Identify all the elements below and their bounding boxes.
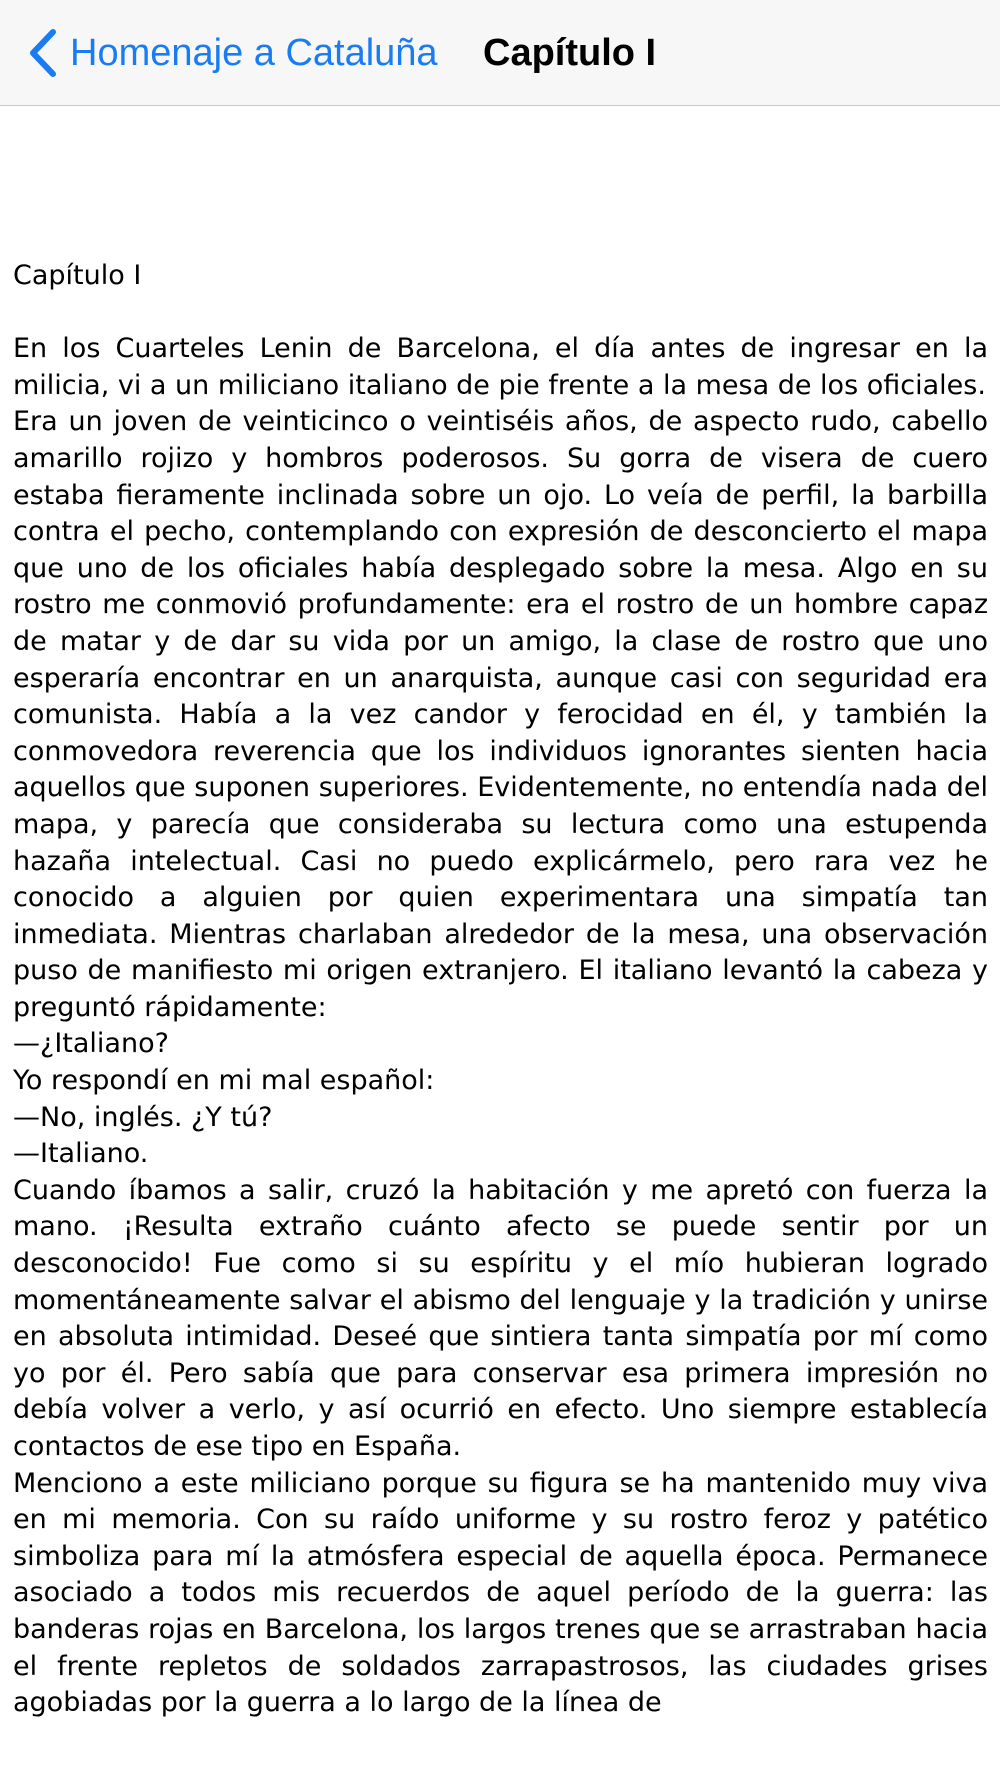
paragraph: Era un joven de veinticinco o veintiséis años, de aspecto rudo, cabello amarillo rojizo y hombros poderosos. Su gorra de visera de cuero estaba fieramente inclinada sobre un ojo. Lo veía de perfil, la barbilla contra el pecho, contemplando con expresión de desconcierto el mapa que uno de los oficiales había desplegado sobre la mesa. Algo en su rostro me conmovió profundamente: era el rostro de un hombre capaz de matar y de dar su vida por un amigo, la clase de rostro que uno esperaría encontrar en un anarquista, aunque casi con seguridad era comunista. Había a la vez candor y ferocidad en él, y también la conmovedora reverencia que los individuos ignorantes sienten hacia aquellos que suponen superiores. Evidentemente, no entendía nada del mapa, y parecía que consideraba su lectura como una estupenda hazaña intelectual. Casi no puedo explicármelo, pero rara vez he conocido a alguien por quien experimentara una simpatía tan inmediata. Mientras charlaban alrededor de la mesa, una observación puso de manifiesto mi origen extranjero. El italiano levantó la cabeza y preguntó rápidamente: xyxy=(13,406,988,1023)
navigation-bar xyxy=(0,0,1000,106)
paragraph: En los Cuarteles Lenin de Barcelona, el día antes de ingresar en la milicia, vi a un miliciano italiano de pie frente a la mesa de los oficiales. xyxy=(13,333,988,401)
paragraph: Yo respondí en mi mal español: xyxy=(13,1065,435,1097)
dialogue-line: —No, inglés. ¿Y tú? xyxy=(13,1101,273,1133)
back-button[interactable] xyxy=(28,24,438,82)
chapter-heading: Capítulo I xyxy=(13,260,142,291)
page-title: Capítulo I xyxy=(483,32,657,74)
chevron-left-icon xyxy=(28,28,58,78)
paragraph: Cuando íbamos a salir, cruzó la habitación y me apretó con fuerza la mano. ¡Resulta extraño cuánto afecto se puede sentir por un desconocido! Fue como si su espíritu y el mío hubieran logrado momentáneamente salvar el abismo del lenguaje y la tradición y unirse en absoluta intimidad. Deseé que sintiera tanta simpatía por mí como yo por él. Pero sabía que para conservar esa primera impresión no debía volver a verlo, y así ocurrió en efecto. Uno siempre establecía contactos de ese tipo en España. xyxy=(13,1174,988,1462)
dialogue-line: —Italiano. xyxy=(13,1138,149,1170)
back-button-label: Homenaje a Cataluña xyxy=(70,31,438,74)
chapter-text xyxy=(13,258,988,1722)
dialogue-line: —¿Italiano? xyxy=(13,1028,169,1060)
paragraph: Menciono a este miliciano porque su figura se ha mantenido muy viva en mi memoria. Con su raído uniforme y su rostro feroz y patético simboliza para mí la atmósfera especial de aquella época. Permanece asociado a todos mis recuerdos de aquel período de la guerra: las banderas rojas en Barcelona, los largos trenes que se arrastraban hacia el frente repletos de soldados zarrapastrosos, las ciudades grises agobiadas por la guerra a lo largo de la línea de xyxy=(13,1467,988,1719)
